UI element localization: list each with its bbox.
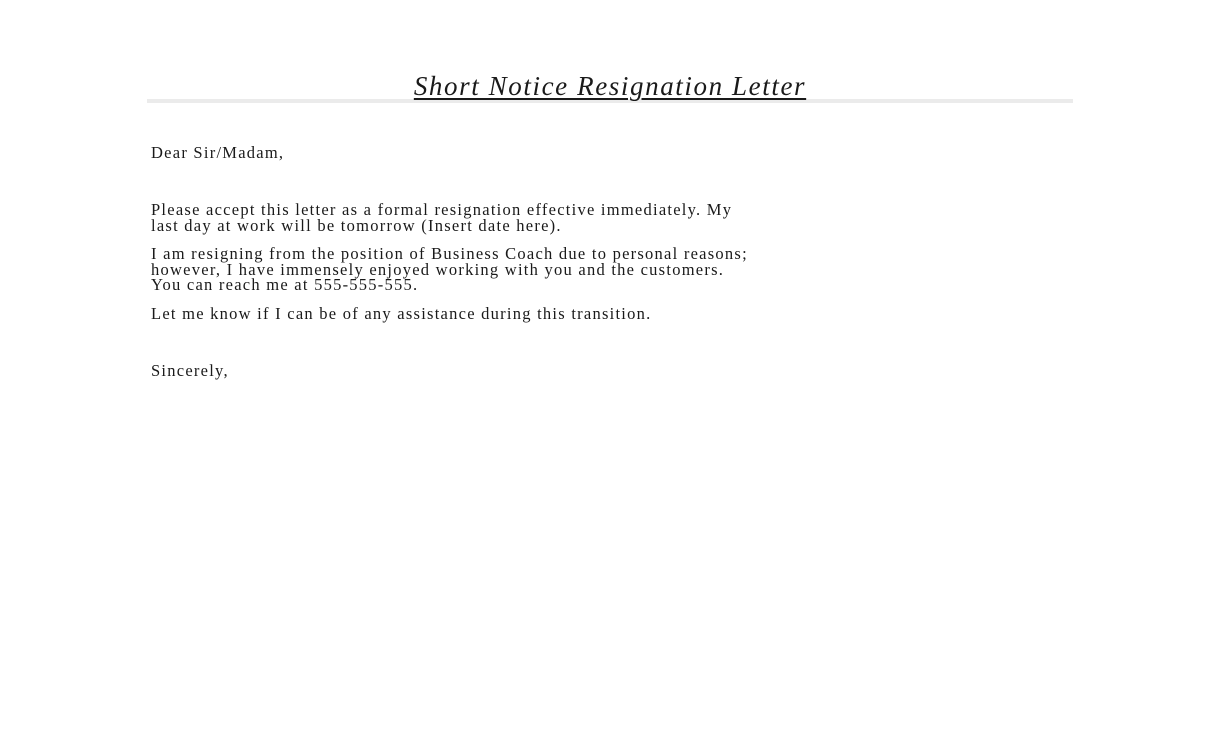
salutation: Dear Sir/Madam, (151, 143, 285, 162)
paragraph-3-line-1: Let me know if I can be of any assistance during this transition. (151, 304, 652, 323)
title-block (147, 70, 1073, 104)
paragraph-2-line-3: You can reach me at 555-555-555. (151, 275, 419, 294)
paragraph-1-line-1: Please accept this letter as a formal resignation effective immediately. My (151, 200, 733, 219)
document-title: Short Notice Resignation Letter (413, 71, 807, 101)
paragraph-2-line-1: I am resigning from the position of Business Coach due to personal reasons; (151, 244, 748, 263)
closing: Sincerely, (151, 361, 229, 380)
paragraph-2-line-2: however, I have immensely enjoyed working with you and the customers. (151, 260, 725, 279)
paragraph-1-line-2: last day at work will be tomorrow (Insert date here). (151, 216, 562, 235)
